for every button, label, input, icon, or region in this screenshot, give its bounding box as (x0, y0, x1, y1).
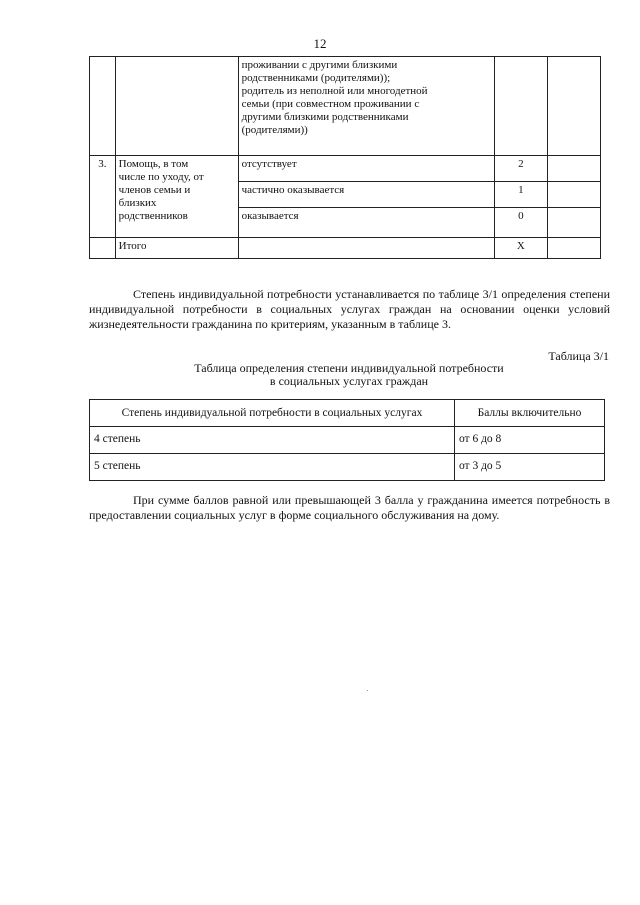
extra-cell (547, 182, 600, 208)
row-number: 3. (90, 156, 116, 238)
extra-cell (547, 57, 600, 156)
column-header-degree: Степень индивидуальной потребности в социальных услугах (90, 400, 455, 427)
condition-line: родитель из неполной или многодетной (241, 85, 428, 97)
scan-speck (367, 690, 368, 691)
extra-cell (547, 238, 600, 259)
condition-line: (родителями)) (241, 124, 308, 136)
criterion-line: числе по уходу, от (118, 171, 204, 183)
criterion-line: членов семьи и (118, 184, 191, 196)
option-score: 1 (495, 182, 547, 208)
degree-table (89, 399, 605, 481)
condition-line: семьи (при совместном проживании с (241, 98, 420, 110)
points-cell: от 3 до 5 (454, 454, 604, 481)
option-label: отсутствует (238, 156, 495, 182)
page-number: 12 (313, 36, 327, 51)
option-label: частично оказывается (238, 182, 495, 208)
criteria-table (89, 56, 601, 259)
degree-cell: 4 степень (90, 427, 455, 454)
condition-line: проживании с другими близкими (241, 59, 398, 71)
total-score: Х (495, 238, 547, 259)
score-cell (495, 57, 547, 156)
table-title (89, 362, 609, 388)
column-header-points: Баллы включительно (454, 400, 604, 427)
option-score: 2 (495, 156, 547, 182)
criterion-line: родственников (118, 210, 188, 222)
extra-cell (547, 208, 600, 238)
table-row-total (90, 238, 601, 259)
table-row (90, 454, 605, 481)
table-row (90, 427, 605, 454)
extra-cell (547, 156, 600, 182)
table-title-line: Таблица определения степени индивидуальной потребности (194, 361, 504, 375)
number-cell (90, 57, 116, 156)
condition-cell (238, 57, 495, 156)
table-label: Таблица 3/1 (548, 349, 609, 363)
table-row-continuation (90, 57, 601, 156)
option-score: 0 (495, 208, 547, 238)
option-label: оказывается (238, 208, 495, 238)
criterion-cell (115, 156, 238, 238)
total-label: Итого (115, 238, 238, 259)
table-row-option (90, 156, 601, 182)
paragraph-degree-rule: Степень индивидуальной потребности устанавливается по таблице 3/1 определения степени индивидуальной потребности в социальных услугах граждан на основании оценки условий жизнедеятельности гражданина по критериям, указанным в таблице 3. (89, 287, 610, 331)
condition-line: другими близкими родственниками (241, 111, 409, 123)
table-header-row (90, 400, 605, 427)
table-title-line: в социальных услугах граждан (269, 374, 429, 388)
number-cell (90, 238, 116, 259)
criterion-line: Помощь, в том (118, 158, 189, 170)
condition-line: родственниками (родителями)); (241, 72, 391, 84)
condition-cell (238, 238, 495, 259)
points-cell: от 6 до 8 (454, 427, 604, 454)
criterion-line: близких (118, 197, 157, 209)
degree-cell: 5 степень (90, 454, 455, 481)
criterion-cell (115, 57, 238, 156)
paragraph-conclusion: При сумме баллов равной или превышающей 3 балла у гражданина имеется потребность в предоставлении социальных услуг в форме социального обслуживания на дому. (89, 493, 610, 522)
